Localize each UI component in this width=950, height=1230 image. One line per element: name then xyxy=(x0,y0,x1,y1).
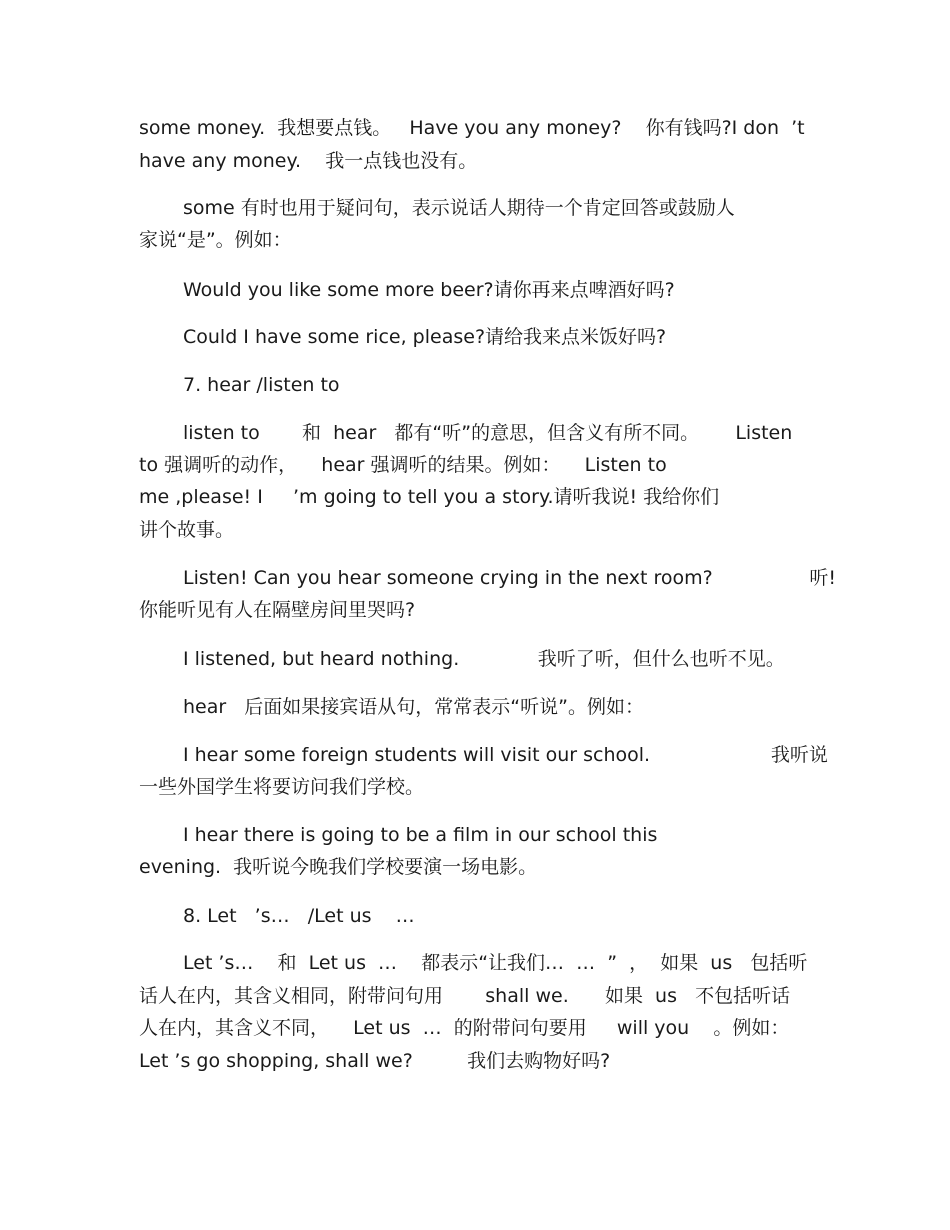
text-line: hear 后面如果接宾语从句，常常表示“听说”。例如： xyxy=(183,696,644,718)
example-line: Let ’s go shopping, shall we? 我们去购物好吗? xyxy=(139,1050,611,1072)
text-line: 家说“是”。例如： xyxy=(139,229,292,251)
text-line: 人在内，其含义不同， Let us … 的附带问句要用 will you 。例如： xyxy=(139,1017,790,1039)
example-line: I hear some foreign students will visit our school. 我听说 xyxy=(183,744,828,766)
text-line: to 强调听的动作， hear 强调听的结果。例如： Listen to xyxy=(139,454,667,476)
example-line: 一些外国学生将要访问我们学校。 xyxy=(139,776,425,798)
section-heading: 8. Let ’s… /Let us … xyxy=(183,905,415,927)
text-line: some money. 我想要点钱。 Have you any money? 你有钱吗?I don ’t xyxy=(139,117,805,139)
example-line: Would you like some more beer?请你再来点啤酒好吗? xyxy=(183,279,675,301)
text-line: 讲个故事。 xyxy=(139,519,235,541)
example-line: Listen! Can you hear someone crying in the next room? 听! xyxy=(183,567,837,589)
example-line: I hear there is going to be a film in our school this xyxy=(183,824,658,846)
text-line: me ,please! I ’m going to tell you a story.请听我说! 我给你们 xyxy=(139,486,720,508)
text-line: listen to 和 hear 都有“听”的意思，但含义有所不同。 Listen xyxy=(183,422,793,444)
example-line: evening. 我听说今晚我们学校要演一场电影。 xyxy=(139,856,538,878)
text-line: 话人在内，其含义相同，附带问句用 shall we. 如果 us 不包括听话 xyxy=(139,985,791,1007)
example-line: Could I have some rice, please?请给我来点米饭好吗? xyxy=(183,326,667,348)
text-line: some 有时也用于疑问句，表示说话人期待一个肯定回答或鼓励人 xyxy=(183,197,735,219)
text-line: Let ’s… 和 Let us … 都表示“让我们… … ” ， 如果 us 包括听 xyxy=(183,952,808,974)
section-heading: 7. hear /listen to xyxy=(183,374,340,396)
text-line: have any money. 我一点钱也没有。 xyxy=(139,150,478,172)
example-line: 你能听见有人在隔壁房间里哭吗? xyxy=(139,599,416,621)
example-line: I listened, but heard nothing. 我听了听，但什么也听不见。 xyxy=(183,648,785,670)
